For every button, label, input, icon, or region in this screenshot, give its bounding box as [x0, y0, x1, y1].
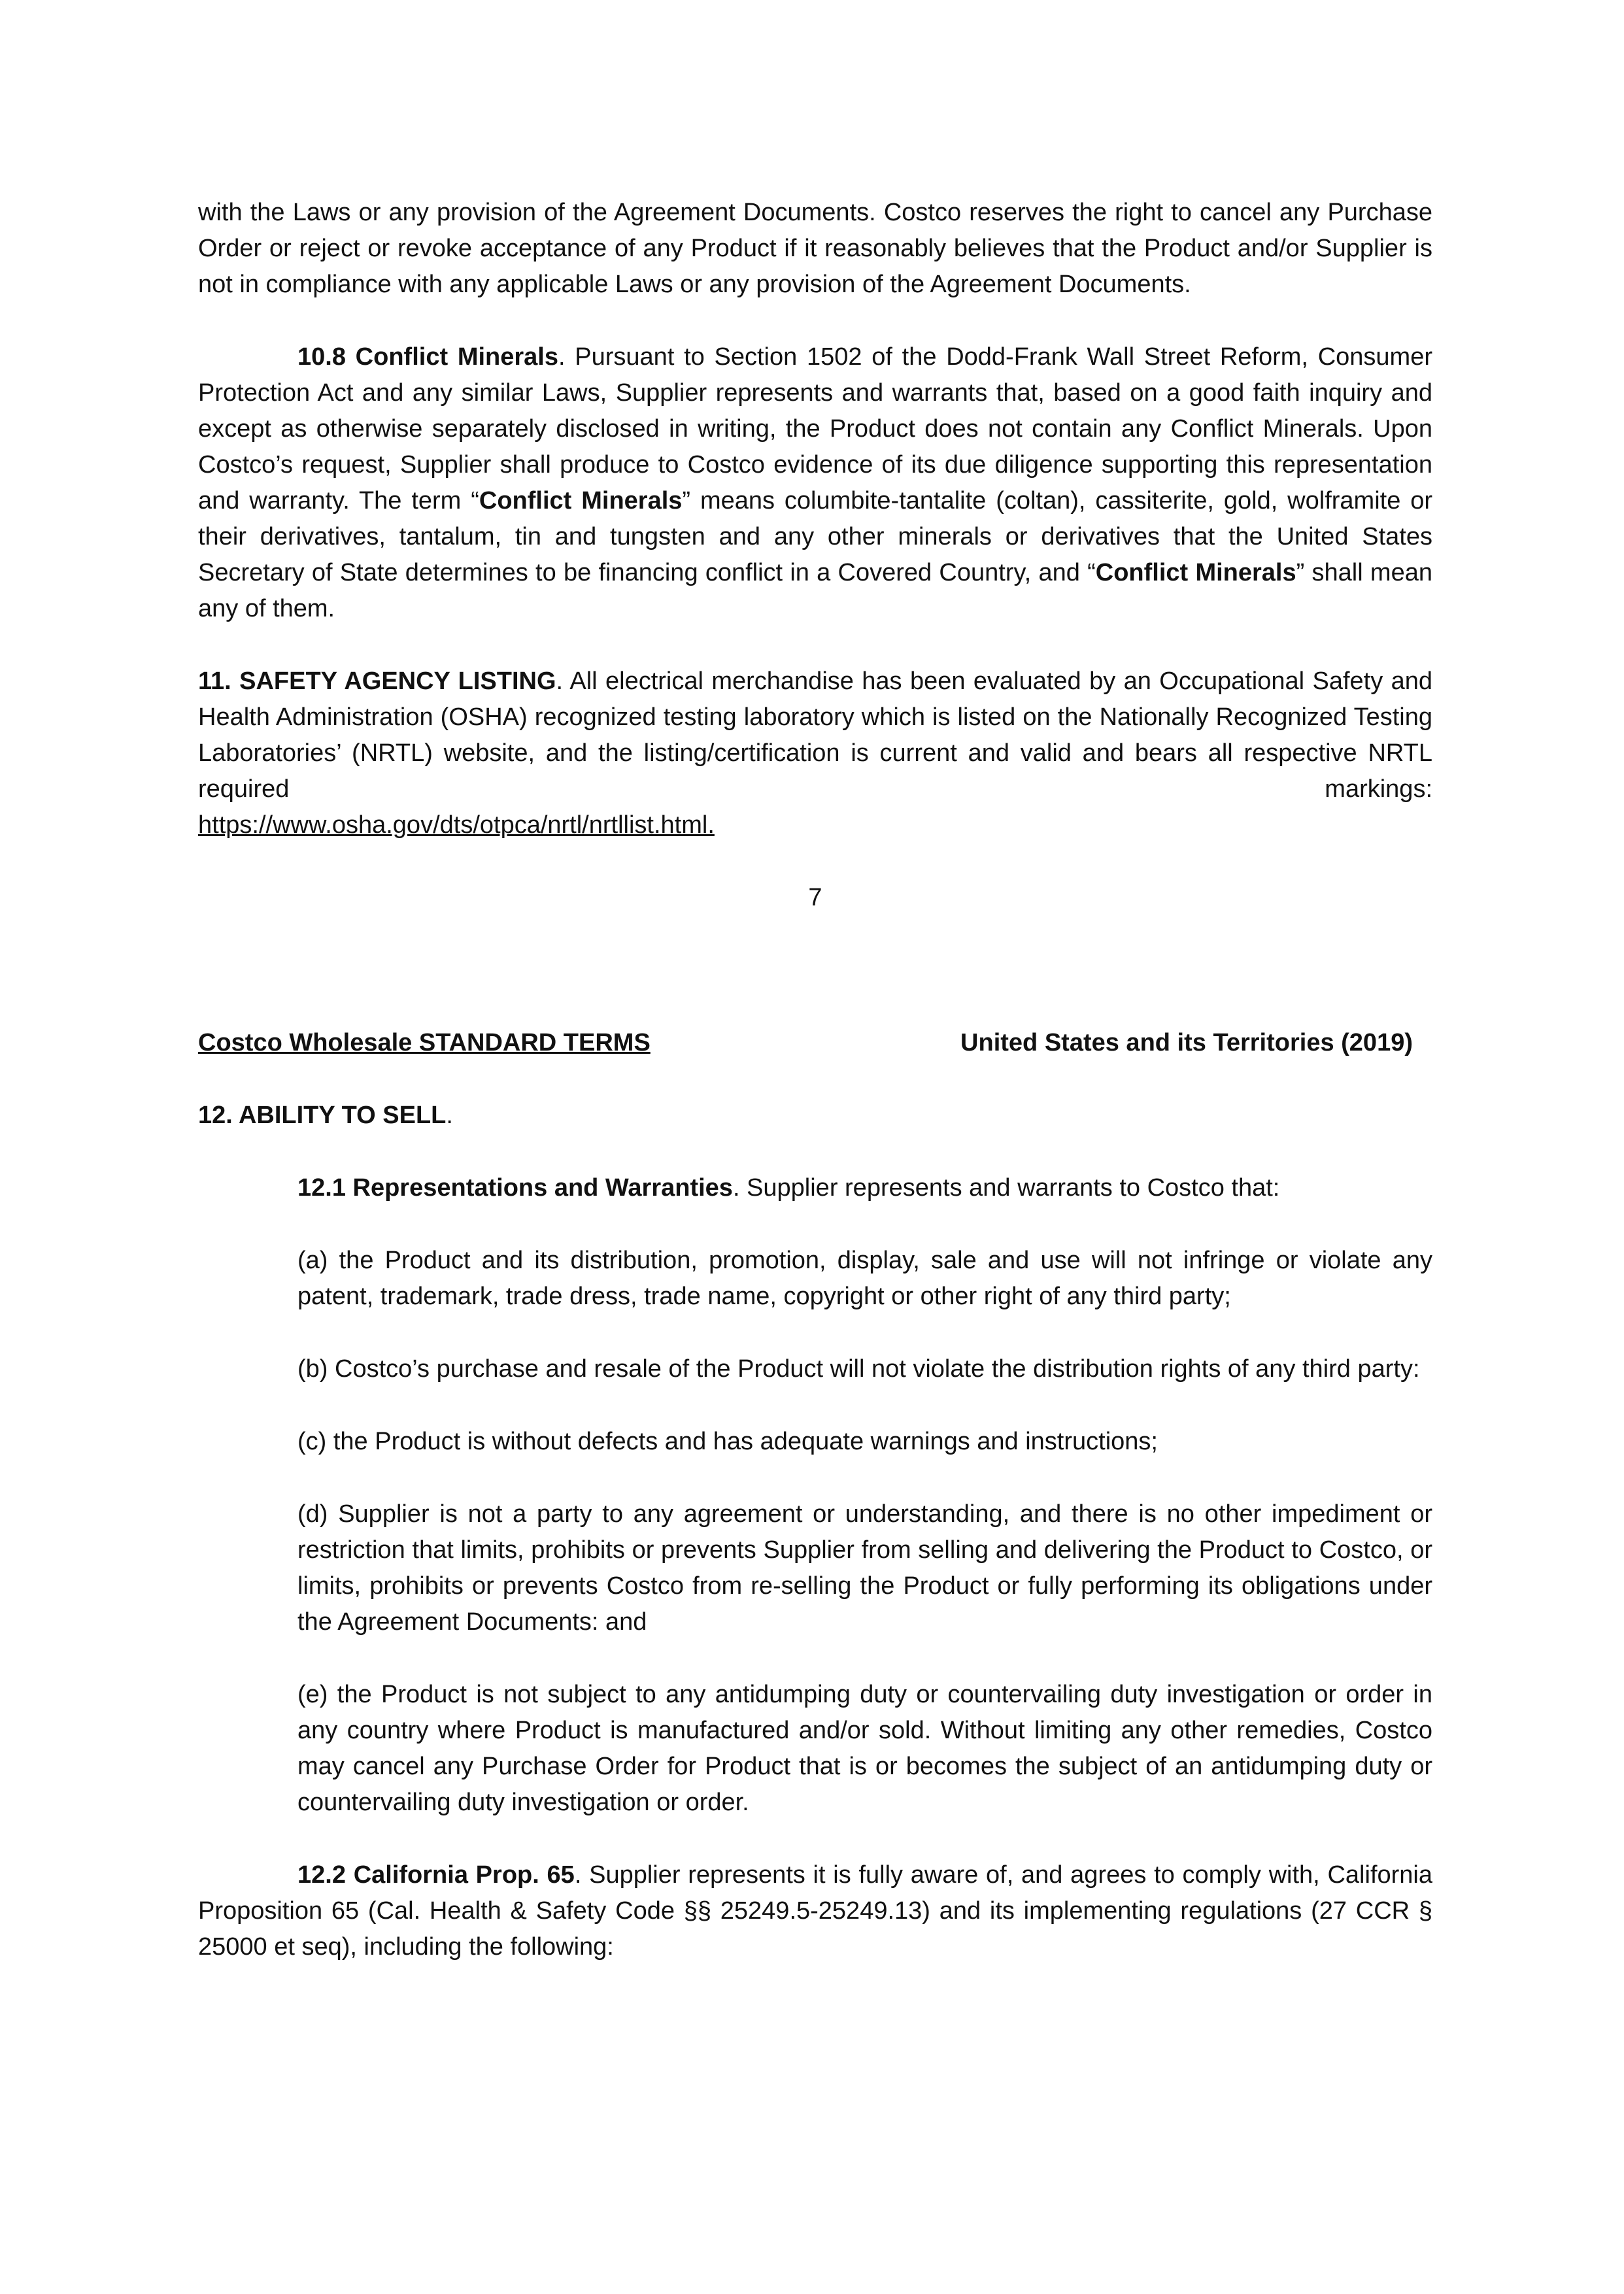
section-12-1-text: . Supplier represents and warrants to Costco that:	[732, 1174, 1280, 1202]
paragraph-continuation: with the Laws or any provision of the Agreement Documents. Costco reserves the right to cancel any Purchase Order or reject or revoke acceptance of any Product if it reasonably believes that the Product and/or Supplier is not in compliance with any applicable Laws or any provision of the Agreement Documents.	[198, 199, 1432, 298]
nrtl-list-link[interactable]: https://www.osha.gov/dts/otpca/nrtl/nrtllist.html.	[198, 811, 715, 839]
page-number: 7	[808, 884, 822, 911]
item-a: (a) the Product and its distribution, promotion, display, sale and use will not infringe or violate any patent, trademark, trade dress, trade name, copyright or other right of any third party;	[297, 1247, 1432, 1310]
header-jurisdiction: United States and its Territories (2019)	[960, 1029, 1413, 1056]
item-c: (c) the Product is without defects and has adequate warnings and instructions;	[297, 1428, 1158, 1455]
section-12-2-california-prop-65	[198, 1857, 1432, 1965]
section-11-link-line	[198, 807, 1432, 843]
section-10-8-text-3: ” shall mean any of them.	[198, 559, 1432, 622]
section-12-2-heading: 12.2 California Prop. 65	[297, 1861, 575, 1889]
item-e: (e) the Product is not subject to any antidumping duty or countervailing duty investigation or order in any country where Product is manufactured and/or sold. Without limiting any other remedies, Costco may cancel any Purchase Order for Product that is or becomes the subject of an antidumping duty or countervailing duty investigation or order.	[297, 1681, 1432, 1816]
document-page	[198, 195, 1432, 1965]
section-12-1-representations	[297, 1170, 1432, 1206]
section-10-8-conflict-minerals	[198, 339, 1432, 627]
section-12-1-heading: 12.1 Representations and Warranties	[297, 1174, 733, 1202]
section-11-safety-agency-listing	[198, 664, 1432, 807]
defined-term-conflict-minerals: Conflict Minerals	[479, 487, 683, 514]
defined-term-conflict-minerals-2: Conflict Minerals	[1095, 559, 1296, 586]
section-12-heading-end: .	[446, 1102, 453, 1129]
page-header	[198, 1025, 1432, 1061]
section-12-heading-line	[198, 1098, 1432, 1134]
section-10-8-heading: 10.8 Conflict Minerals	[297, 343, 558, 371]
section-12-heading: 12. ABILITY TO SELL	[198, 1102, 447, 1129]
header-title: Costco Wholesale STANDARD TERMS	[198, 1029, 651, 1056]
section-10-8-text-1: . Pursuant to Section 1502 of the Dodd-Frank Wall Street Reform, Consumer Protection Act and any similar Laws, Supplier represents and warrants that, based on a good faith inquiry and except as otherwise separately disclosed in writing, the Product does not contain any Conflict Minerals. Upon Costco’s request, Supplier shall produce to Costco evidence of its due diligence supporting this representation and warranty. The term “	[198, 343, 1432, 514]
section-10-8-text-2: ” means columbite-tantalite (coltan), cassiterite, gold, wolframite or their derivatives, tantalum, tin and tungsten and any other minerals or derivatives that the United States Secretary of State determines to be financing conflict in a Covered Country, and “	[198, 487, 1433, 586]
section-12-2-text: . Supplier represents it is fully aware of, and agrees to comply with, California Proposition 65 (Cal. Health & Safety Code §§ 25249.5-25249.13) and its implementing regulations (27 CCR § 25000 et seq), including the following:	[198, 1861, 1432, 1961]
section-11-text: . All electrical merchandise has been evaluated by an Occupational Safety and Health Administration (OSHA) recognized testing laboratory which is listed on the Nationally Recognized Testing Laboratories’ (NRTL) website, and the listing/certification is current and valid and bears all respective NRTL required markings:	[198, 667, 1433, 803]
section-11-heading: 11. SAFETY AGENCY LISTING	[198, 667, 556, 695]
item-d: (d) Supplier is not a party to any agreement or understanding, and there is no other impediment or restriction that limits, prohibits or prevents Supplier from selling and delivering the Product to Costco, or limits, prohibits or prevents Costco from re-selling the Product or fully performing its obligations under the Agreement Documents: and	[297, 1500, 1432, 1636]
item-b: (b) Costco’s purchase and resale of the Product will not violate the distribution rights of any third party:	[297, 1355, 1420, 1383]
